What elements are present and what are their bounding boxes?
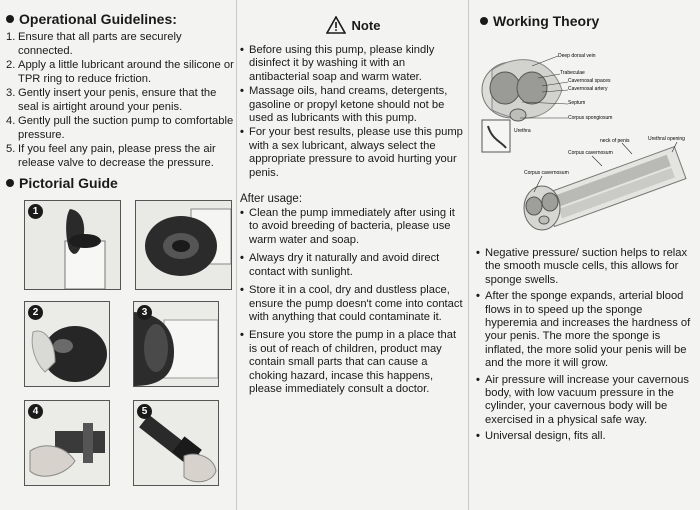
list-item: • Store it in a cool, dry and dustless place, ensure the pump doesn't come into contact with anything that could contaminate it.	[240, 284, 463, 323]
column-right	[472, 0, 696, 443]
list-item: • Ensure you store the pump in a place that is out of reach of children, product may contain small parts that can cause a choking hazard, incase this happens, please immediately consult a doctor.	[240, 329, 457, 395]
step-number: 4	[28, 404, 43, 419]
column-divider-left	[236, 0, 237, 510]
pictorial-heading	[6, 175, 234, 191]
label-cavernosum-2: Corpus cavernosum	[524, 170, 569, 176]
theory-title: Working Theory	[493, 13, 600, 29]
label-urethral-opening: Urethral opening	[648, 136, 685, 142]
list-item: • Negative pressure/ suction helps to relax the smooth muscle cells, this allows for sponge swells.	[476, 247, 688, 286]
list-item: 2. Apply a little lubricant around the silicone or TPR ring to reduce friction.	[6, 59, 234, 85]
operational-list	[6, 31, 234, 170]
warning-icon	[326, 16, 346, 34]
step-number: 5	[137, 404, 152, 419]
pictorial-panel-4	[24, 400, 110, 486]
list-item: 1. Ensure that all parts are securely connected.	[6, 31, 182, 57]
note-heading	[240, 16, 466, 34]
step-number: 2	[28, 305, 43, 320]
pictorial-panel-1b	[135, 200, 232, 290]
label-cavernosum-1: Corpus cavernosum	[568, 150, 613, 156]
heading-bullet-icon	[480, 17, 488, 25]
pictorial-panel-2	[24, 301, 110, 387]
pictorial-panel-1	[24, 200, 121, 290]
anatomy-diagram	[472, 30, 696, 245]
note-list	[240, 44, 466, 180]
label-trabeculae: Trabeculae	[560, 70, 585, 76]
step-number: 1	[28, 204, 43, 219]
heading-bullet-icon	[6, 179, 14, 187]
list-item: • Massage oils, hand creams, detergents, gasoline or propyl ketone should not be used as lubricants with this pump.	[240, 85, 448, 125]
list-item: • Air pressure will increase your cavernous body, with low vacuum pressure in the cylinder, your cavernous body will be exercised in a physical safe way.	[476, 373, 689, 426]
operational-title: Operational Guidelines:	[19, 11, 177, 27]
label-urethra: Urethra	[514, 128, 531, 134]
after-usage-list	[240, 207, 466, 396]
label-cav-spaces: Cavernosal spaces	[568, 78, 611, 84]
label-deep-vein: Deep dorsal vein	[558, 53, 596, 59]
label-spongiosum: Corpus spongiosum	[568, 115, 613, 121]
label-septum: Septum	[568, 100, 586, 106]
label-cav-artery: Cavernosal artery	[568, 86, 608, 92]
heading-bullet-icon	[6, 15, 14, 23]
list-item: • Clean the pump immediately after using it to avoid breeding of bacteria, please use warm water and soap.	[240, 207, 455, 246]
list-item: • Always dry it naturally and avoid direct contact with sunlight.	[240, 252, 440, 278]
list-item: • After the sponge expands, arterial blood flows in to speed up the sponge hyperemia and increases the hardness of your penis. The more the sponge is inflated, the more solid your penis will be and the more it will grow.	[476, 290, 691, 370]
pictorial-panel-5	[133, 400, 219, 486]
step-number: 3	[137, 305, 152, 320]
operational-heading	[6, 11, 234, 27]
list-item: 3. Gently insert your penis, ensure that the seal is airtight around your penis.	[6, 87, 217, 113]
pictorial-title: Pictorial Guide	[19, 175, 118, 191]
list-item: 4. Gently pull the suction pump to comfortable pressure.	[6, 115, 234, 141]
pump-sleeve-illustration	[136, 201, 231, 289]
list-item: • Before using this pump, please kindly disinfect it by washing it with an antibacterial soap and warm water.	[240, 44, 435, 83]
note-title: Note	[351, 17, 381, 33]
label-neck: neck of penis	[600, 138, 630, 144]
after-usage-title: After usage:	[240, 193, 303, 206]
column-left	[6, 0, 234, 191]
theory-list	[476, 247, 694, 445]
list-item: 5. If you feel any pain, please press the air release valve to decrease the pressure.	[6, 143, 216, 169]
list-item: • For your best results, please use this pump with a sex lubricant, always select the appropriate pressure to avoid hurting your penis.	[240, 126, 463, 179]
list-item: • Universal design, fits all.	[476, 430, 606, 443]
column-divider-right	[468, 0, 469, 510]
pictorial-panel-3	[133, 301, 219, 387]
theory-heading	[480, 13, 696, 29]
column-middle	[240, 0, 466, 397]
